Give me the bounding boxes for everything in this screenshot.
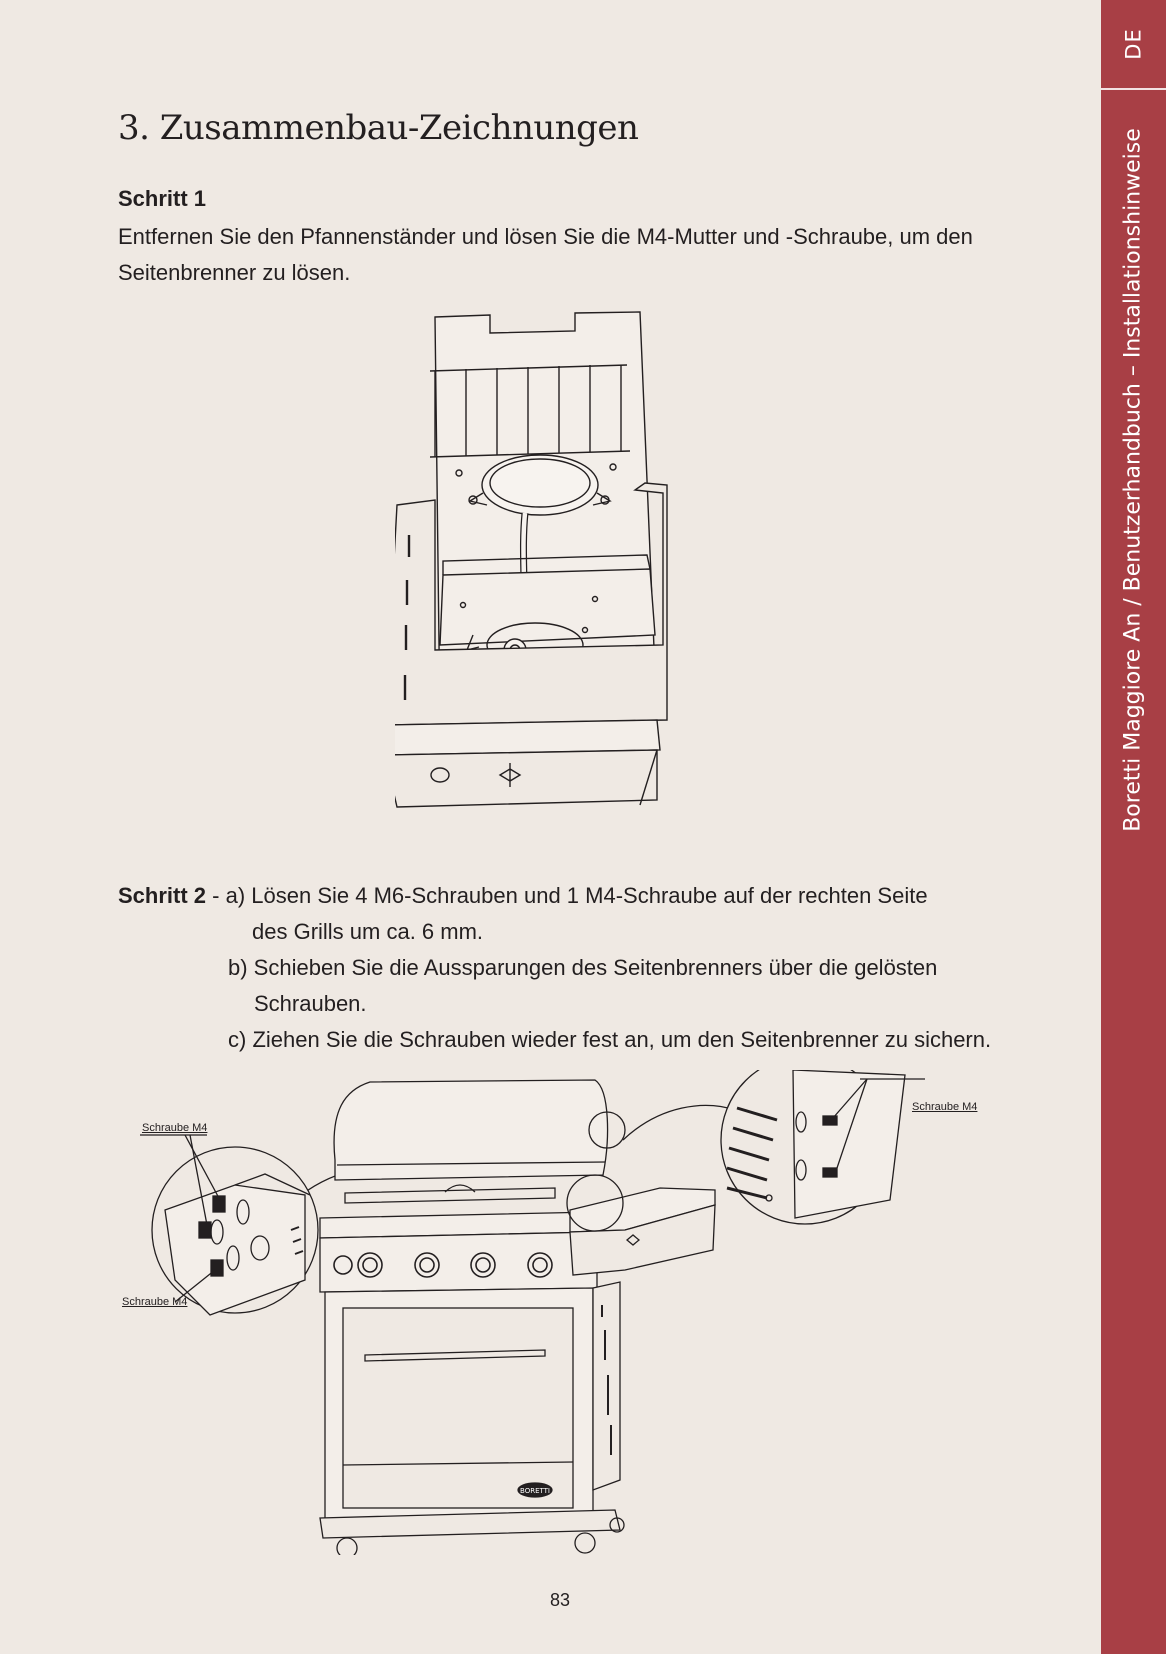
step2-item-b-cont: Schrauben. (254, 991, 367, 1016)
sidebar (1101, 0, 1166, 1654)
section-title: 3. Zusammenbau-Zeichnungen (118, 108, 639, 148)
callout-right: Schraube M4 (912, 1101, 978, 1113)
callout-left-bottom: Schraube M4 (122, 1296, 188, 1308)
page-number: 83 (549, 1590, 571, 1610)
callout-left-top: Schraube M4 (142, 1122, 208, 1134)
grill-assembly-figure (115, 1070, 985, 1555)
sidebar-title: Boretti Maggiore An / Benutzerhandbuch – Installationshinweise (1120, 128, 1146, 832)
step1-heading: Schritt 1 (118, 186, 207, 211)
step2-heading: Schritt 2 (118, 883, 207, 908)
language-label: DE (1121, 28, 1146, 60)
step2-item-b: b) Schieben Sie die Aussparungen des Seitenbrenners über die gelösten (228, 955, 938, 980)
side-burner-figure (395, 305, 715, 850)
step1-text: Entfernen Sie den Pfannenständer und lösen Sie die M4-Mutter und -Schraube, um den Seitenbrenner zu lösen. (118, 224, 973, 285)
step2-separator: - (206, 883, 226, 908)
boretti-badge: BORETTI (520, 1487, 550, 1495)
step2-item-a: a) Lösen Sie 4 M6-Schrauben und 1 M4-Schraube auf der rechten Seite (225, 883, 928, 908)
step2-item-c: c) Ziehen Sie die Schrauben wieder fest an, um den Seitenbrenner zu sichern. (228, 1027, 992, 1052)
step2-item-a-cont: des Grills um ca. 6 mm. (252, 919, 484, 944)
